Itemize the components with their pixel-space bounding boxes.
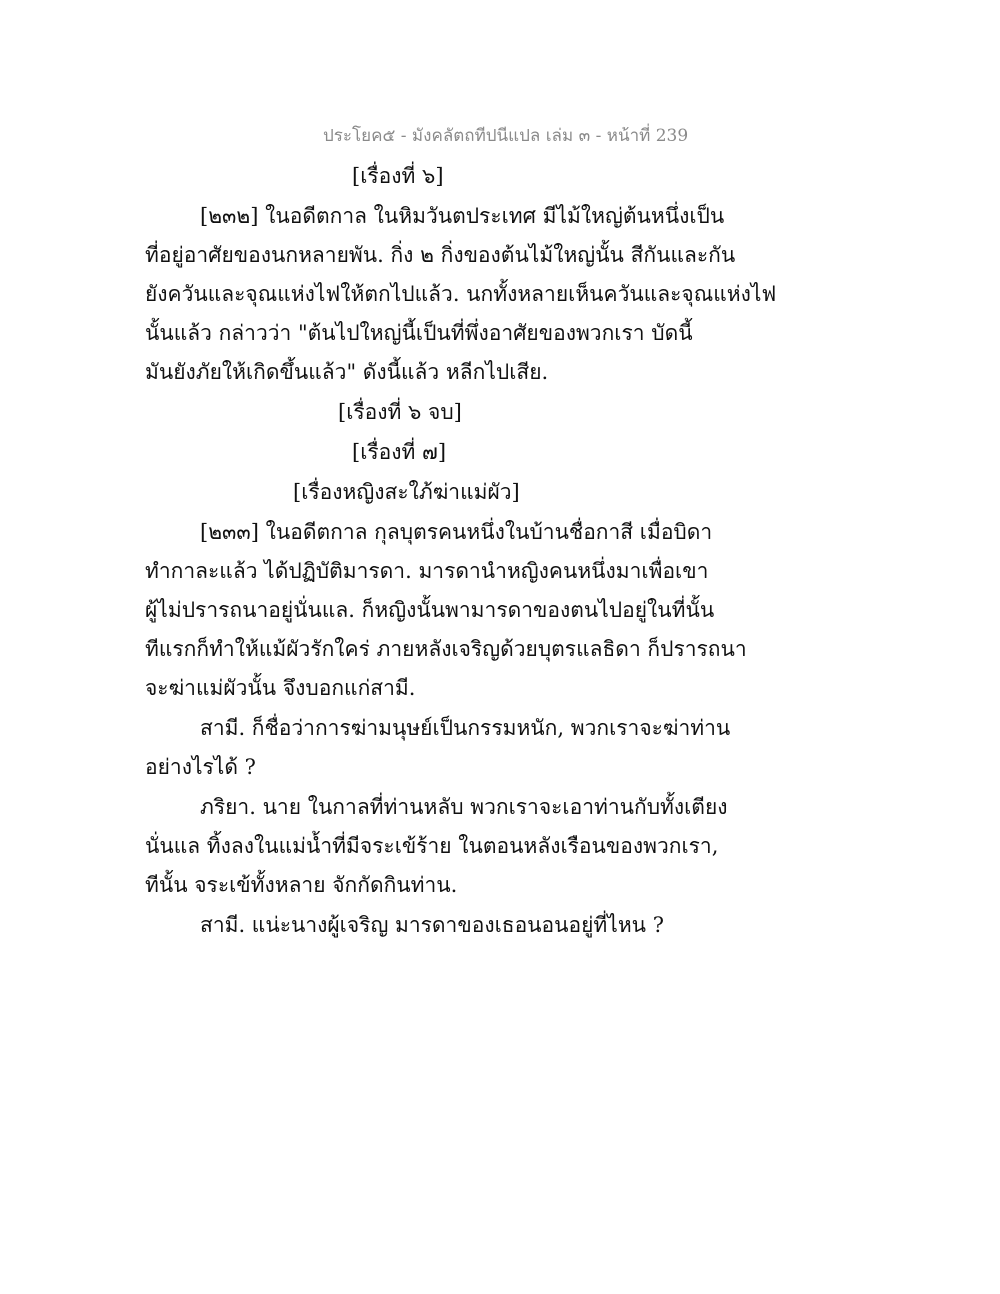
story-6-line-3: ยังควันและจุณแห่งไฟให้ตกไปแล้ว. นกทั้งหลายเห็นควันและจุณแห่งไฟ (145, 282, 777, 306)
story-6-line-1: [๒๓๒] ในอดีตกาล ในหิมวันตประเทศ มีไม้ใหญ่ต้นหนึ่งเป็น (200, 204, 725, 228)
story-6-end: [เรื่องที่ ๖ จบ] (338, 400, 462, 424)
story-6-heading: [เรื่องที่ ๖] (352, 164, 444, 188)
page-header: ประโยค๕ - มังคลัตถทีปนีแปล เล่ม ๓ - หน้าที่ 239 (323, 126, 689, 146)
story-7-p1-line-3: ผู้ไม่ปรารถนาอยู่นั่นแล. ก็หญิงนั้นพามารดาของตนไปอยู่ในที่นั้น (145, 598, 715, 622)
story-7-p3-line-1: ภริยา. นาย ในกาลที่ท่านหลับ พวกเราจะเอาท่านกับทั้งเตียง (200, 795, 728, 819)
story-7-p1-line-1: [๒๓๓] ในอดีตกาล กุลบุตรคนหนึ่งในบ้านชื่อกาสี เมื่อบิดา (200, 520, 713, 544)
story-7-p3-line-2: นั่นแล ทิ้งลงในแม่น้ำที่มีจระเข้ร้าย ในตอนหลังเรือนของพวกเรา, (145, 834, 719, 858)
story-6-line-2: ที่อยู่อาศัยของนกหลายพัน. กิ่ง ๒ กิ่งของต้นไม้ใหญ่นั้น สีกันและกัน (145, 243, 736, 267)
story-7-p1-line-2: ทำกาละแล้ว ได้ปฏิบัติมารดา. มารดานำหญิงคนหนึ่งมาเพื่อเขา (145, 559, 709, 583)
story-7-p2-line-2: อย่างไรได้ ? (145, 755, 256, 779)
story-7-p3-line-3: ทีนั้น จระเข้ทั้งหลาย จักกัดกินท่าน. (145, 873, 458, 897)
story-7-title: [เรื่องหญิงสะใภ้ฆ่าแม่ผัว] (293, 480, 520, 504)
story-7-p4-line-1: สามี. แน่ะนางผู้เจริญ มารดาของเธอนอนอยู่ที่ไหน ? (200, 913, 664, 937)
story-6-line-4: นั้นแล้ว กล่าวว่า "ต้นไปใหญ่นี้เป็นที่พึ่งอาศัยของพวกเรา บัดนี้ (145, 321, 693, 345)
story-7-p1-line-4: ทีแรกก็ทำให้แม้ผัวรักใคร่ ภายหลังเจริญด้วยบุตรแลธิดา ก็ปรารถนา (145, 637, 747, 661)
story-6-line-5: มันยังภัยให้เกิดขึ้นแล้ว" ดังนี้แล้ว หลีกไปเสีย. (145, 360, 549, 384)
story-7-heading: [เรื่องที่ ๗] (352, 440, 447, 464)
story-7-p2-line-1: สามี. ก็ชื่อว่าการฆ่ามนุษย์เป็นกรรมหนัก, พวกเราจะฆ่าท่าน (200, 716, 731, 740)
story-7-p1-line-5: จะฆ่าแม่ผัวนั้น จึงบอกแก่สามี. (145, 676, 416, 700)
